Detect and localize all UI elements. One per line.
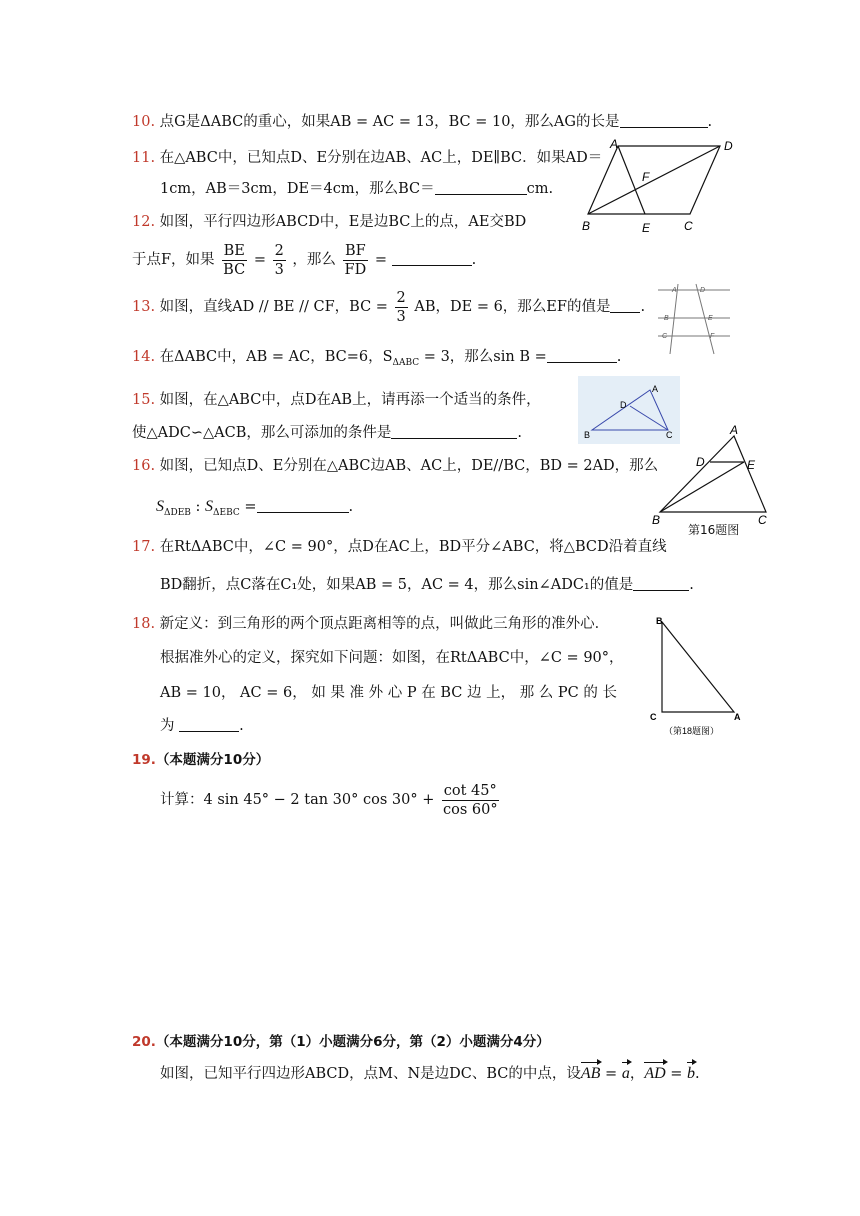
- question-12-line2: 于点F，如果 $\frac{BE}{BC}$ = $\frac{2}{3}$ ，那么 $\frac{BF}{FD}$ = .: [132, 242, 477, 278]
- question-text: 在ΔABC中，AB = AC，BC=6，S: [159, 349, 393, 365]
- answer-blank[interactable]: [620, 113, 708, 128]
- answer-blank[interactable]: [391, 424, 517, 439]
- question-15: [132, 390, 541, 410]
- question-number: 12.: [132, 214, 156, 230]
- figure-16-caption: 第16题图: [688, 523, 740, 537]
- question-18-line4: 为 .: [160, 718, 244, 734]
- question-17-line2: BD翻折，点C落在C₁处，如果AB = 5，AC = 4，那么sin∠ADC₁的值是 .: [160, 577, 694, 593]
- question-15-line2: 使△ADC∽△ACB，那么可添加的条件是 .: [132, 425, 522, 441]
- question-number: 14.: [132, 349, 156, 365]
- question-10: 10. 点G是ΔABC的重心，如果AB = AC = 13，BC = 10，那么AG的长是 .: [132, 114, 713, 130]
- question-number: 16.: [132, 458, 156, 474]
- label-D: D: [724, 139, 733, 153]
- svg-text:C: C: [662, 333, 668, 340]
- question-20-header: 20.（本题满分10分，第（1）小题满分6分，第（2）小题满分4分）: [132, 1034, 550, 1050]
- svg-text:A: A: [652, 384, 659, 394]
- svg-text:C: C: [666, 430, 673, 440]
- svg-text:A: A: [730, 424, 739, 437]
- question-number: 13.: [132, 299, 156, 315]
- label-B: B: [582, 219, 591, 233]
- question-number: 10.: [132, 114, 156, 130]
- figure-18-caption: （第18题图）: [664, 726, 720, 736]
- label-E: E: [642, 221, 651, 235]
- svg-text:C: C: [650, 712, 657, 722]
- question-number: 18.: [132, 616, 156, 632]
- label-F: F: [642, 170, 650, 184]
- question-number: 15.: [132, 392, 156, 408]
- parallelogram-figure: [580, 136, 740, 236]
- question-text: 如图，在△ABC中，点D在AB上，请再添一个适当的条件，: [159, 392, 541, 408]
- question-18-line2: 根据准外心的定义，探究如下问题：如图，在RtΔABC中，∠C = 90°，: [160, 650, 624, 666]
- question-11-line2: 1cm，AB＝3cm，DE＝4cm，那么BC＝ cm.: [160, 181, 554, 197]
- svg-text:B: B: [656, 616, 663, 626]
- svg-text:B: B: [664, 315, 669, 322]
- answer-blank[interactable]: [610, 298, 640, 313]
- svg-text:C: C: [758, 513, 767, 527]
- svg-text:D: D: [620, 400, 627, 410]
- svg-text:B: B: [584, 430, 591, 440]
- question-text: 点G是ΔABC的重心，如果AB = AC = 13，BC = 10，那么AG的长是: [159, 114, 620, 130]
- right-triangle-figure: [640, 612, 752, 740]
- question-12: [132, 212, 526, 232]
- svg-text:E: E: [708, 315, 713, 322]
- question-text: 在RtΔABC中，∠C = 90°，点D在AC上，BD平分∠ABC，将△BCD沿着直线: [159, 539, 667, 555]
- answer-blank[interactable]: [257, 498, 349, 513]
- question-16-line2: $S_{\Delta DEB}$ : $S_{\Delta EBC}$ = .: [156, 498, 354, 518]
- question-18: [132, 614, 609, 634]
- answer-blank[interactable]: [179, 717, 239, 732]
- question-text: 如图，直线AD // BE // CF，BC =: [159, 299, 388, 315]
- question-text: 在△ABC中，已知点D、E分别在边AB、AC上，DE∥BC．如果AD＝: [159, 150, 603, 166]
- question-number: 11.: [132, 150, 156, 166]
- answer-blank[interactable]: [547, 348, 617, 363]
- question-19-header: 19.（本题满分10分）: [132, 752, 270, 768]
- label-C: C: [684, 219, 693, 233]
- question-text: 如图，已知点D、E分别在△ABC边AB、AC上，DE//BC，BD = 2AD，那么: [159, 458, 659, 474]
- question-text: 新定义：到三角形的两个顶点距离相等的点，叫做此三角形的准外心．: [159, 616, 610, 632]
- question-18-line3: AB = 10， AC = 6， 如 果 准 外 心 P 在 BC 边 上， 那 么 PC 的 长: [160, 685, 617, 701]
- answer-blank[interactable]: [392, 251, 472, 266]
- svg-text:A: A: [672, 287, 677, 294]
- svg-text:D: D: [696, 455, 705, 469]
- svg-text:B: B: [652, 513, 661, 527]
- question-16: [132, 456, 658, 476]
- answer-blank[interactable]: [435, 180, 527, 195]
- question-text: 如图，平行四边形ABCD中，E是边BC上的点，AE交BD: [159, 214, 527, 230]
- svg-text:D: D: [700, 287, 706, 294]
- label-A: A: [610, 137, 619, 151]
- question-20-text: 如图，已知平行四边形ABCD，点M、N是边DC、BC的中点，设AB = a，AD = b.: [160, 1065, 700, 1082]
- question-17: [132, 537, 667, 557]
- question-11: [132, 148, 602, 168]
- svg-text:F: F: [710, 333, 715, 340]
- answer-blank[interactable]: [633, 576, 689, 591]
- question-19-expression: 计算：4 sin 45° − 2 tan 30° cos 30° + $\frac{\cot 45^\circ}{\cos 60^\circ}$: [160, 782, 498, 818]
- question-number: 17.: [132, 539, 156, 555]
- svg-text:E: E: [747, 458, 756, 472]
- question-14: 14. 在ΔABC中，AB = AC，BC=6，$S_{\Delta ABC} = 3$，那么sin B = .: [132, 349, 622, 368]
- question-13: 13. 如图，直线AD // BE // CF，BC = $\frac{2}{3}$ AB，DE = 6，那么EF的值是 .: [132, 289, 646, 325]
- svg-text:A: A: [734, 712, 741, 722]
- parallel-lines-figure: [652, 280, 734, 358]
